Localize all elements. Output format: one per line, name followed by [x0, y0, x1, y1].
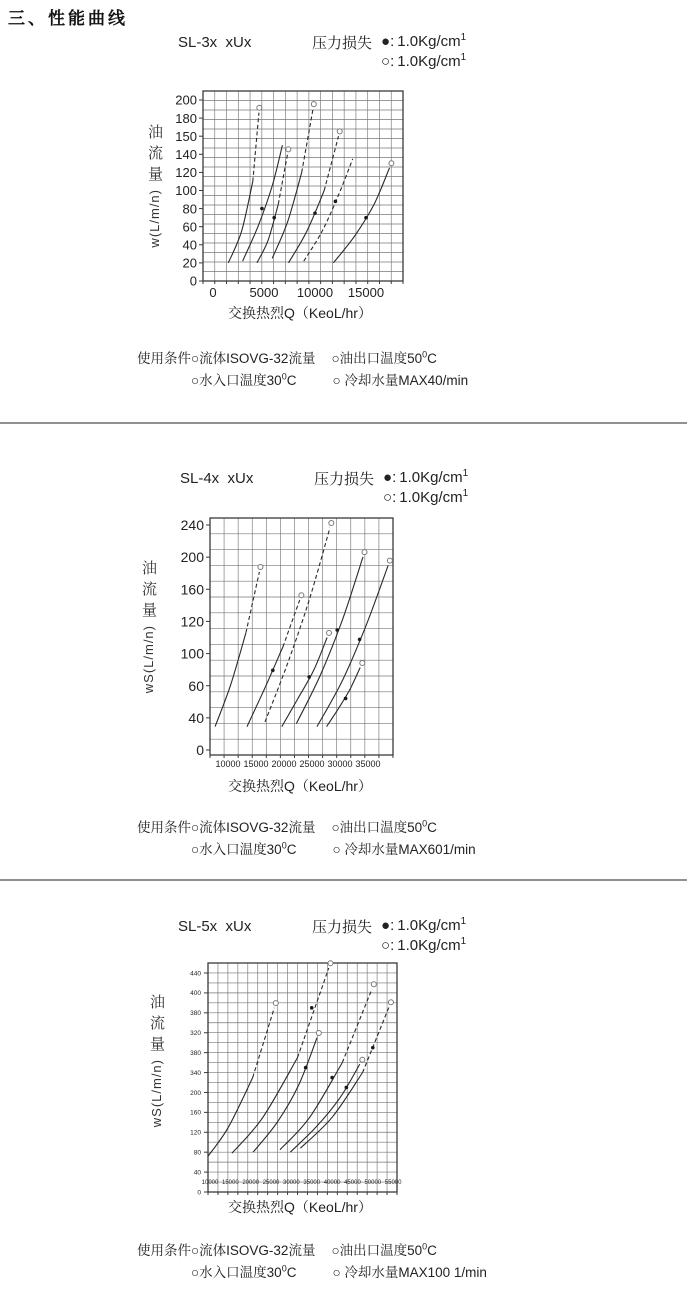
curves: [208, 961, 393, 1156]
data-point-marker: [272, 216, 276, 220]
svg-text:55000: 55000: [384, 1180, 402, 1186]
svg-text:60: 60: [182, 219, 197, 235]
svg-text:20: 20: [182, 255, 197, 271]
svg-text:380: 380: [190, 1010, 201, 1018]
curve-tip-circle: [371, 982, 376, 987]
data-point-marker: [344, 697, 348, 701]
curve-tip-circle: [387, 558, 392, 563]
series-curve-4-solid: [280, 1063, 342, 1150]
curve-tip-circle: [286, 147, 291, 152]
curve-tip-circle: [328, 961, 333, 966]
legend-label: 压力损失: [314, 471, 375, 488]
series-curve-4-dashed: [302, 109, 313, 172]
svg-text:15000: 15000: [243, 759, 269, 769]
curve-tip-circle: [327, 630, 332, 635]
legend-row-filled: ●: $1.0Kg/cm^1$: [383, 468, 469, 486]
curve-tip-circle: [362, 550, 367, 555]
data-point-marker: [358, 638, 362, 642]
open-dot-icon: ○:: [381, 53, 395, 70]
open-dot-icon: ○:: [383, 489, 397, 506]
svg-text:100: 100: [175, 183, 197, 199]
curve-tip-circle: [360, 1057, 365, 1062]
legend-label: 压力损失: [312, 35, 373, 52]
curves: [228, 102, 394, 263]
axis-ticks: [201, 973, 397, 1195]
x-tick-labels: [209, 285, 384, 300]
curve-tip-circle: [258, 564, 263, 569]
svg-text:35000: 35000: [303, 1180, 321, 1186]
svg-text:400: 400: [190, 990, 201, 998]
svg-text:40000: 40000: [323, 1180, 341, 1186]
chart-3-conditions-line-2: ○水入口温度$30^0C$ ○ 冷却水量MAX100 1/min: [191, 1263, 487, 1280]
svg-text:120: 120: [190, 1129, 201, 1137]
svg-text:150: 150: [175, 128, 197, 144]
chart-sl5-plot: [190, 961, 402, 1197]
series-curve-1-solid: [228, 181, 253, 263]
data-point-marker: [364, 216, 368, 220]
svg-text:320: 320: [190, 1030, 201, 1038]
svg-text:0: 0: [189, 273, 197, 289]
filled-dot-icon: ●:: [381, 917, 395, 934]
curve-tip-circle: [299, 593, 304, 598]
svg-text:200: 200: [180, 549, 204, 566]
chart-1-model-title: SL-3x xUx: [178, 34, 252, 51]
chart-1-conditions-line-2: ○水入口温度$30^0C$ ○ 冷却水量MAX40/min: [191, 371, 469, 388]
svg-text:80: 80: [193, 1149, 201, 1157]
chart-3-legend: [312, 916, 466, 954]
chart-2-model-title: SL-4x xUx: [180, 470, 254, 487]
chart-2-conditions-line-2: ○水入口温度$30^0C$ ○ 冷却水量MAX601/min: [191, 840, 476, 857]
series-curve-6-solid: [300, 1073, 362, 1149]
curve-tip-circle: [360, 660, 365, 665]
series-curve-1-dashed: [253, 113, 259, 182]
svg-text:120: 120: [175, 165, 197, 181]
y-tick-labels: [181, 517, 205, 758]
svg-text:380: 380: [190, 1049, 201, 1057]
data-point-marker: [307, 675, 311, 679]
chart-3-y-axis-title: 油流量 wS(L/m/n): [148, 994, 165, 1128]
chart-1-y-axis-title: 油流量 w(L/m/n): [146, 124, 163, 248]
data-point-marker: [310, 1006, 314, 1010]
svg-text:160: 160: [180, 581, 204, 598]
svg-text:60: 60: [188, 677, 204, 694]
svg-text:10000: 10000: [215, 759, 241, 769]
data-point-marker: [271, 669, 275, 673]
curve-tip-circle: [388, 1000, 393, 1005]
series-curve-4: [282, 638, 327, 727]
svg-text:440: 440: [190, 970, 201, 978]
svg-text:5000: 5000: [249, 285, 279, 300]
series-curve-2-dashed: [283, 600, 300, 647]
series-curve-5-dashed: [324, 136, 338, 190]
section-divider: [0, 422, 687, 424]
y-tick-labels: [190, 970, 201, 1196]
svg-text:0: 0: [209, 285, 217, 300]
data-point-marker: [330, 1076, 334, 1080]
chart-2-legend: [314, 468, 468, 506]
series-curve-7: [327, 668, 361, 727]
svg-text:100: 100: [180, 645, 204, 662]
data-point-marker: [334, 200, 338, 204]
svg-text:120: 120: [180, 613, 204, 630]
x-tick-labels: [215, 759, 380, 769]
svg-text:25000: 25000: [299, 759, 325, 769]
svg-text:340: 340: [190, 1069, 201, 1077]
svg-text:180: 180: [175, 110, 197, 126]
open-dot-icon: ○:: [381, 937, 395, 954]
series-curve-1-solid: [208, 1078, 253, 1157]
series-curve-3: [265, 528, 330, 722]
chart-1-legend: [312, 32, 466, 70]
chart-3-conditions-line-1: 使用条件○流体ISOVG-32流量 ○油出口温度$50^0C$: [137, 1241, 437, 1258]
svg-text:140: 140: [175, 146, 197, 162]
legend-row-open: ○: $1.0Kg/cm^1$: [381, 52, 467, 70]
filled-dot-icon: ●:: [383, 469, 397, 486]
data-point-marker: [313, 211, 317, 215]
svg-text:30000: 30000: [283, 1180, 300, 1186]
svg-text:10000: 10000: [201, 1180, 219, 1186]
curve-tip-circle: [316, 1031, 321, 1036]
legend-row-filled: ●: $1.0Kg/cm^1$: [381, 916, 467, 934]
data-point-marker: [345, 1086, 349, 1090]
y-tick-labels: [175, 93, 197, 289]
axis-ticks: [199, 100, 403, 284]
curve-tip-circle: [337, 129, 342, 134]
curves: [215, 521, 392, 727]
series-curve-1-solid: [215, 633, 246, 727]
data-point-marker: [371, 1046, 375, 1050]
svg-text:40: 40: [182, 237, 197, 253]
svg-text:40: 40: [193, 1169, 201, 1177]
chart-sl4-plot: [181, 517, 393, 769]
svg-text:40: 40: [188, 709, 204, 726]
curve-tip-circle: [273, 1001, 278, 1006]
legend-row-open: ○: $1.0Kg/cm^1$: [383, 488, 469, 506]
svg-text:0: 0: [197, 1189, 201, 1197]
svg-text:20000: 20000: [271, 759, 297, 769]
svg-text:0: 0: [196, 742, 204, 759]
svg-text:80: 80: [182, 201, 197, 217]
data-point-marker: [335, 628, 339, 632]
curve-tip-circle: [311, 102, 316, 107]
chart-3-model-title: SL-5x xUx: [178, 918, 252, 935]
svg-text:20000: 20000: [242, 1180, 260, 1186]
chart-3-x-axis-title: 交换热烈Q（KeoL/hr）: [228, 1199, 372, 1215]
curve-tip-circle: [389, 161, 394, 166]
svg-text:160: 160: [190, 1109, 201, 1117]
chart-2-conditions-line-1: 使用条件○流体ISOVG-32流量 ○油出口温度$50^0C$: [137, 818, 437, 835]
svg-text:200: 200: [175, 92, 197, 108]
svg-text:25000: 25000: [262, 1180, 280, 1186]
svg-text:50000: 50000: [364, 1180, 382, 1186]
svg-text:45000: 45000: [344, 1180, 361, 1186]
chart-sl3-plot: [175, 91, 403, 300]
svg-text:35000: 35000: [355, 759, 381, 769]
x-tick-labels: [202, 1180, 402, 1186]
svg-text:30000: 30000: [327, 759, 353, 769]
filled-dot-icon: ●:: [381, 33, 395, 50]
chart-2-y-axis-title: 油流量 wS(L/m/n): [140, 560, 157, 694]
curve-tip-circle: [329, 521, 334, 526]
chart-2-x-axis-title: 交换热烈Q（KeoL/hr）: [228, 778, 372, 794]
page-title: 三、性能曲线: [8, 9, 128, 28]
svg-text:15000: 15000: [347, 285, 385, 300]
section-divider: [0, 879, 687, 881]
data-point-marker: [304, 1066, 308, 1070]
legend-row-filled: ●: $1.0Kg/cm^1$: [381, 32, 467, 50]
curve-tip-circle: [257, 105, 262, 110]
series-curve-5-solid: [290, 1064, 360, 1152]
legend-label: 压力损失: [312, 919, 373, 936]
series-curve-5: [296, 557, 363, 724]
data-point-marker: [260, 207, 264, 211]
legend-row-open: ○: $1.0Kg/cm^1$: [381, 936, 467, 954]
series-curve-7-solid: [333, 168, 389, 263]
chart-1-conditions-line-1: 使用条件○流体ISOVG-32流量 ○油出口温度$50^0C$: [137, 349, 437, 366]
series-curve-3-dashed: [278, 154, 287, 204]
svg-text:15000: 15000: [222, 1180, 239, 1186]
chart-1-x-axis-title: 交换热烈Q（KeoL/hr）: [228, 305, 372, 321]
svg-text:200: 200: [190, 1089, 201, 1097]
svg-text:10000: 10000: [296, 285, 334, 300]
svg-text:240: 240: [180, 517, 204, 534]
